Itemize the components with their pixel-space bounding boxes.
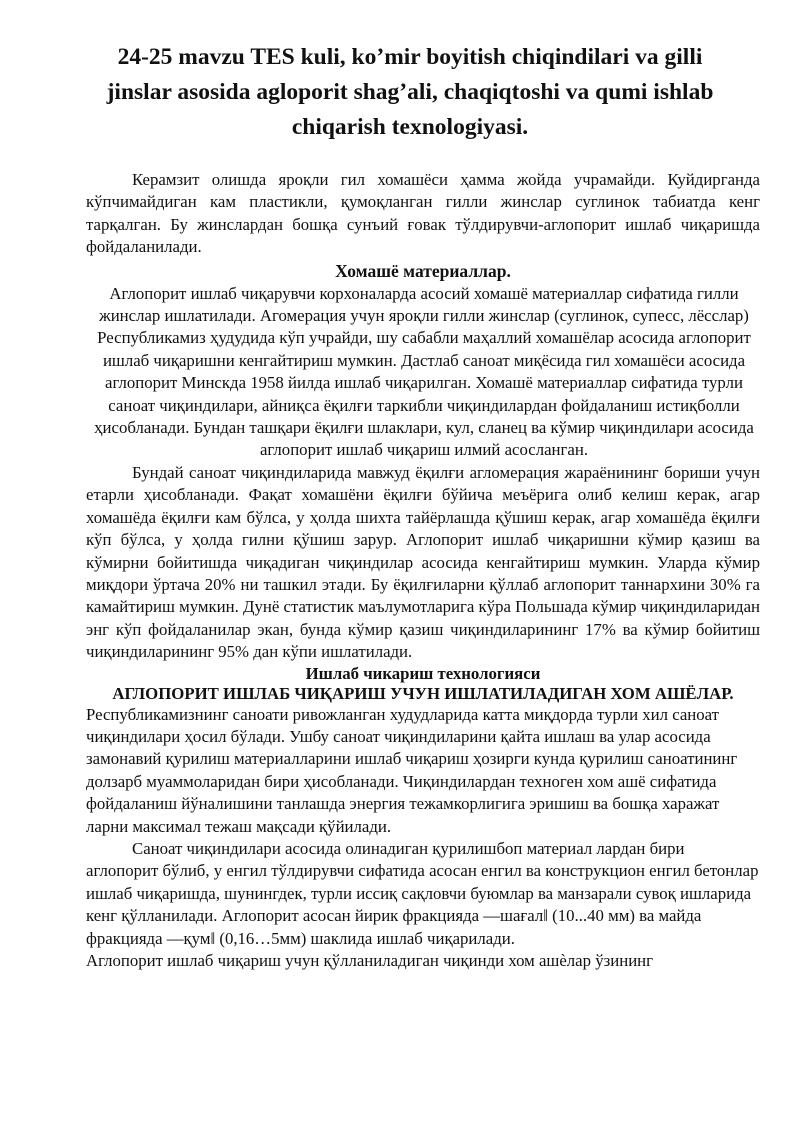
document-title: 24-25 mavzu TES kuli, ko’mir boyitish chiqindilari va gilli jinslar asosida agloporit shag’ali, chaqiqtoshi va qumi ishlab chiqarish texnologiyasi. [106,44,714,140]
raw-materials-paragraph: Аглопорит ишлаб чиқарувчи корхоналарда асосий хомашё материаллар сифатида гилли жинслар ишлатилади. Агомерация учун яроқли гилли жинслар (суглинок, супесс, лёсслар) Республикамиз ҳудудида кўп учрайди, шу сабабли маҳаллий хомашёлар асосида аглопорит ишлаб чиқаришни кенгайтириш мумкин. Дастлаб саноат миқёсида гил хомашёси асосида аглопорит Минскда 1958 йилда ишлаб чиқарилган. Хомашё материаллар сифатида турли саноат чиқиндилари, айниқса ёқилғи таркибли чиқиндилардан фойдаланиш истиқболли ҳисобланади. Бундан ташқари ёқилғи шлаклари, кул, сланец ва кўмир чиқиндилари асосида аглопорит ишлаб чиқариш илмий асосланган. [94,283,754,460]
section-heading-technology: Ишлаб чикариш технологияси [305,663,541,683]
republic-industry-paragraph: Республикамизнинг саноати ривожланган худудларида катта миқдорда турли хил саноат чиқиндилари ҳосил бўлади. Ушбу саноат чиқиндиларини қайта ишлаш ва улар асосида замонавий қурилиш материалларини ишлаб чиқариш ҳозирги кунда қурилиш саноатининг долзарб муаммоларидан бири ҳисобланади. Чиқиндилардан техноген хом ашё сифатида фойдаланиш йўналишини танлашда энергия тежамкорлигига эришиш ва бошқа харажат ларни максимал тежаш мақсади қўйилади. [86,704,738,836]
intro-paragraph: Керамзит олишда яроқли гил хомашёси ҳамма жойда учрамайди. Куйдирганда кўпчимайдиган кам пластикли, қумоқланган гилли жинслар суглинок табиатда кенг тарқалган. Бу жинслардан бошқа сунъий ғовак тўлдирувчи-аглопорит ишлаб чиқаришда фойдаланилади. [86,170,760,257]
waste-fuel-paragraph: Бундай саноат чиқиндиларида мавжуд ёқилғи агломерация жараёнининг бориши учун етарли ҳисобланади. Фақат хомашёни ёқилғи бўйича меъёрига олиб келиш керак, агар хомашёда ёқилғи кам бўлса, у ҳолда шихта тайёрлашда қўшиш керак, агар хомашёда ёқилғи кўп бўлса, у ҳолда гилни қўшиш зарур. Аглопорит ишлаб чиқаришни кўмир қазиш ва кўмирни бойитишда чиқадиган чиқиндилар асосида кенгайтириш мумкин. Уларда кўмир миқдори ўртача 20% ни ташкил этади. Бу ёқилғиларни қўллаб аглопорит таннархини 30% га камайтириш мумкин. Дунё статистик маълумотларига кўра Польшада кўмир чиқиндиларидан энг кўп фойдаланилар экан, бунда кўмир қазиш чиқиндиларининг 17% ва кўмир бойитиш чиқиндиларининг 95% дан кўпи ишлатилади. [86,462,760,662]
section-heading-raw-for-agloporite: АГЛОПОРИТ ИШЛАБ ЧИҚАРИШ УЧУН ИШЛАТИЛАДИГАН ХОМ АШЁЛАР. [112,683,734,703]
section-heading-raw-materials: Хомашё материаллар. [335,260,511,281]
industrial-waste-paragraph: Саноат чиқиндилари асосида олинадиган қурилишбоп материал лардан бири аглопорит бўлиб, у енгил тўлдирувчи сифатида асосан енгил ва конструкцион енгил бетонлар ишлаб чиқаришда, шунингдек, турли иссиқ сақловчи буюмлар ва манзарали сувоқ ишларида кенг қўлланилади. Аглопорит асосан йирик фракцияда ―шағал‖ (10...40 мм) ва майда фракцияда ―қум‖ (0,16…5мм) шаклида ишлаб чиқарилади. [86,838,759,948]
closing-line: Аглопорит ишлаб чиқариш учун қўлланиладиган чиқинди хом ашѐлар ўзининг [86,951,654,970]
